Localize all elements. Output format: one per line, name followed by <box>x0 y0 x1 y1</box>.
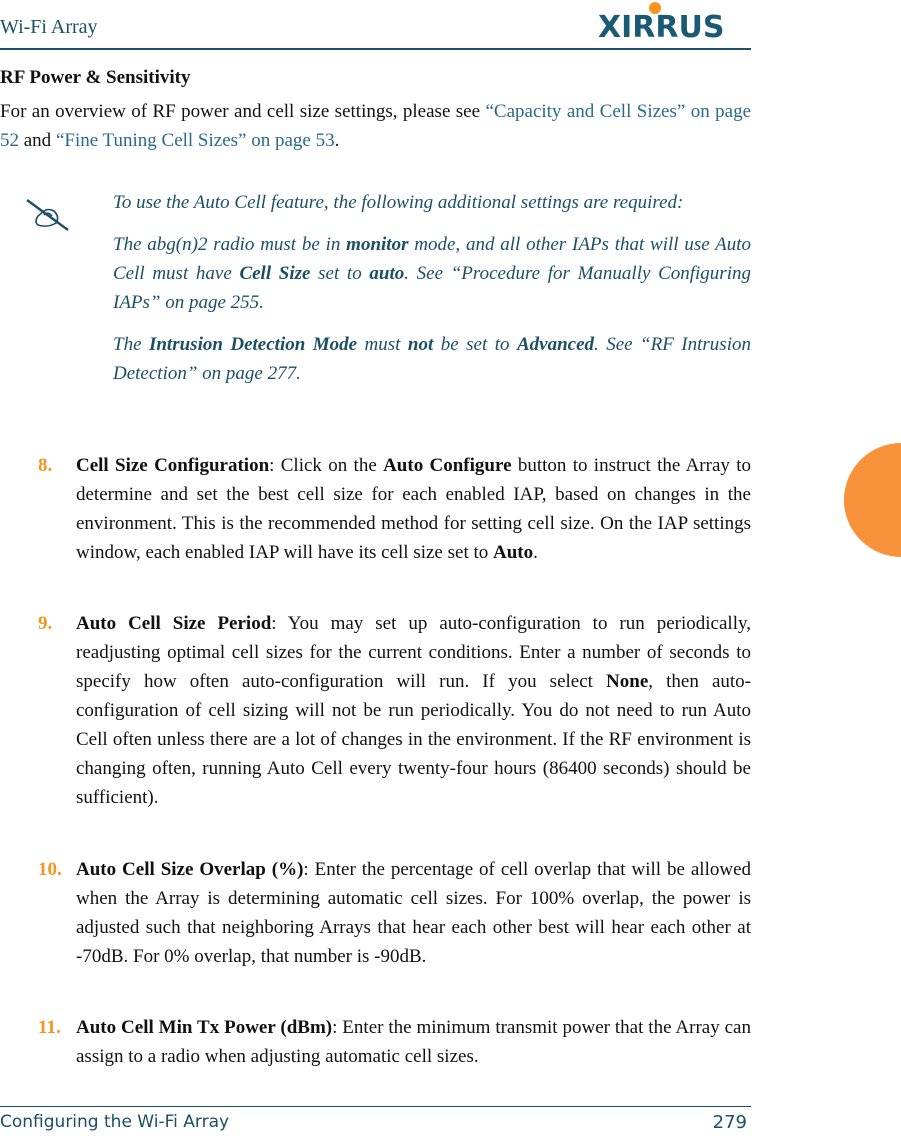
link-fine-tuning[interactable]: “Fine Tuning Cell Sizes” on page 53 <box>55 130 335 151</box>
pencil-hand-icon <box>26 198 70 232</box>
list-item: 10. Auto Cell Size Overlap (%): Enter the percentage of cell overlap that will be allowed when the Array is determining automatic cell sizes. For 100% overlap, the power is adjusted such that neighboring Arrays that hear each other best will hear each other at -70dB. For 0% overlap, that number is -90dB. <box>38 859 751 967</box>
note-paragraph-intrusion: The Intrusion Detection Mode must not be set to Advanced. See “RF Intrusion Detection” on page 277. <box>113 334 751 384</box>
footer-chapter-title: Configuring the Wi-Fi Array <box>0 1112 230 1132</box>
list-item: 9. Auto Cell Size Period: You may set up auto-configuration to run periodically, readjusting optimal cell sizes for the current conditions. Enter a number of seconds to specify how often auto-configuration will run. If you select None, then auto-configuration of cell sizing will not be run periodically. You do not need to run Auto Cell often unless there are a lot of changes in the environment. If the RF environment is changing often, running Auto Cell every twenty-four hours (86400 seconds) should be sufficient). <box>38 613 751 808</box>
note-paragraph-radio: The abg(n)2 radio must be in monitor mode, and all other IAPs that will use Auto Cell must have Cell Size set to auto. See “Procedure for Manually Configuring IAPs” on page 255. <box>113 234 752 313</box>
intro-paragraph: For an overview of RF power and cell size settings, please see “Capacity and Cell Sizes” on page 52 and “Fine Tuning Cell Sizes” on page 53. <box>0 101 751 151</box>
header-rule <box>0 48 751 50</box>
footer-rule <box>0 1106 751 1107</box>
list-item: 11. Auto Cell Min Tx Power (dBm): Enter the minimum transmit power that the Array can assign to a radio when adjusting automatic cell sizes. <box>38 1017 751 1067</box>
chapter-tab-marker <box>844 443 901 557</box>
note-line-1: To use the Auto Cell feature, the following additional settings are required: <box>113 192 684 213</box>
page-number: 279 <box>712 1112 747 1133</box>
section-heading: RF Power & Sensitivity <box>0 67 191 88</box>
link-capacity-cell-sizes[interactable]: “Capacity and Cell Sizes” on page 52 <box>0 101 751 151</box>
xirrus-logo: XIRRUS <box>598 2 748 42</box>
list-item: 8. Cell Size Configuration: Click on the Auto Configure button to instruct the Array to determine and set the best cell size for each enabled IAP, based on changes in the environment. This is the recommended method for setting cell size. On the IAP settings window, each enabled IAP will have its cell size set to Auto. <box>38 455 751 563</box>
running-header-title: Wi-Fi Array <box>0 16 98 38</box>
